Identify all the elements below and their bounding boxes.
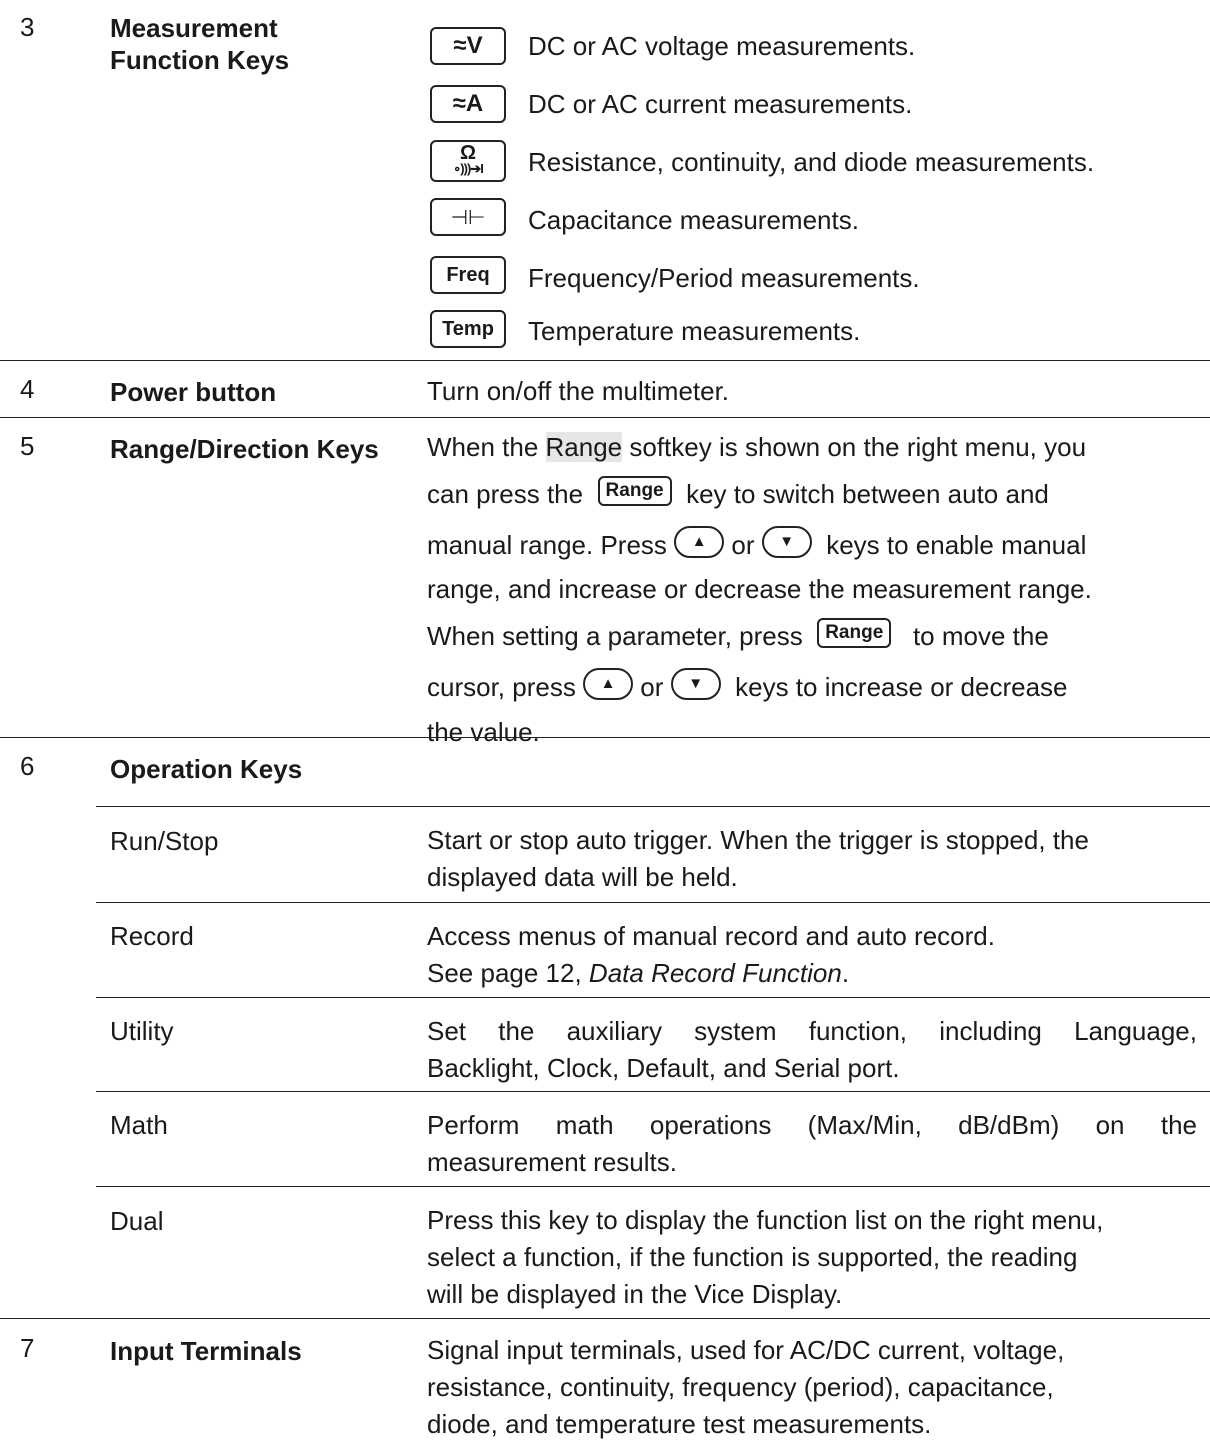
down-arrow-key-icon: ▼: [671, 668, 721, 700]
operation-key-desc: Access menus of manual record and auto record. See page 12, Data Record Function.: [427, 921, 995, 988]
row-number: 5: [20, 431, 35, 461]
divider: [0, 737, 1210, 738]
row-title: Power button: [110, 377, 277, 407]
row-title: Measurement Function Keys: [110, 13, 290, 75]
operation-key-name: Record: [110, 921, 194, 951]
page-reference: Data Record Function: [588, 958, 842, 988]
resistance-key-desc: Resistance, continuity, and diode measurements.: [528, 147, 1095, 177]
operation-key-desc: Press this key to display the function list on the right menu, select a function, if the function is supported, the reading will be displayed in the Vice Display.: [427, 1205, 1104, 1309]
row-number: 3: [20, 12, 35, 42]
current-key-icon: ≈A: [430, 85, 506, 123]
row-desc: When the Range softkey is shown on the right menu, you can press the Range key to switch between auto and manual range. Press ▲ or ▼ keys to enable manual range, and increase or decrease the measurement range. When setting a parameter, press Range to move the cursor, press ▲ or ▼ keys to increase or decrease the value.: [427, 432, 1092, 747]
operation-key-name: Math: [110, 1110, 168, 1140]
operation-key-desc: Perform math operations (Max/Min, dB/dBm) on the measurement results.: [427, 1110, 1197, 1177]
range-softkey-label: Range: [545, 432, 623, 462]
freq-key-desc: Frequency/Period measurements.: [528, 263, 920, 293]
row-title: Operation Keys: [110, 754, 303, 784]
divider: [96, 1091, 1210, 1092]
divider: [0, 1318, 1210, 1319]
row-title: Range/Direction Keys: [110, 434, 379, 464]
voltage-key-desc: DC or AC voltage measurements.: [528, 31, 916, 61]
capacitance-key-icon: ⊣⊢: [430, 198, 506, 236]
divider: [0, 360, 1210, 361]
range-key-icon: Range: [598, 476, 672, 506]
resistance-key-icon: Ω ∘)))➔I: [430, 140, 506, 182]
divider: [96, 902, 1210, 903]
voltage-key-icon: ≈V: [430, 27, 506, 65]
row-number: 7: [20, 1333, 35, 1363]
down-arrow-key-icon: ▼: [762, 526, 812, 558]
operation-key-desc: Start or stop auto trigger. When the trigger is stopped, the displayed data will be held.: [427, 825, 1089, 892]
operation-key-name: Dual: [110, 1206, 164, 1236]
row-desc: Signal input terminals, used for AC/DC current, voltage, resistance, continuity, frequency (period), capacitance, diode, and temperature test measurements.: [427, 1335, 1065, 1439]
divider: [96, 806, 1210, 807]
divider: [0, 417, 1210, 418]
continuity-diode-icon: ∘)))➔I: [453, 161, 483, 176]
operation-key-name: Run/Stop: [110, 826, 219, 856]
up-arrow-key-icon: ▲: [674, 526, 724, 558]
temp-key-desc: Temperature measurements.: [528, 316, 861, 346]
current-key-desc: DC or AC current measurements.: [528, 89, 913, 119]
operation-key-desc: Set the auxiliary system function, including Language, Backlight, Clock, Default, and Serial port.: [427, 1016, 1197, 1083]
row-title: Input Terminals: [110, 1336, 302, 1366]
divider: [96, 997, 1210, 998]
temp-key-icon: Temp: [430, 310, 506, 348]
range-key-icon: Range: [817, 618, 891, 648]
divider: [96, 1186, 1210, 1187]
row-desc: Turn on/off the multimeter.: [427, 376, 730, 406]
up-arrow-key-icon: ▲: [583, 668, 633, 700]
capacitance-key-desc: Capacitance measurements.: [528, 205, 859, 235]
row-number: 6: [20, 751, 35, 781]
row-number: 4: [20, 374, 35, 404]
freq-key-icon: Freq: [430, 256, 506, 294]
operation-key-name: Utility: [110, 1016, 174, 1046]
